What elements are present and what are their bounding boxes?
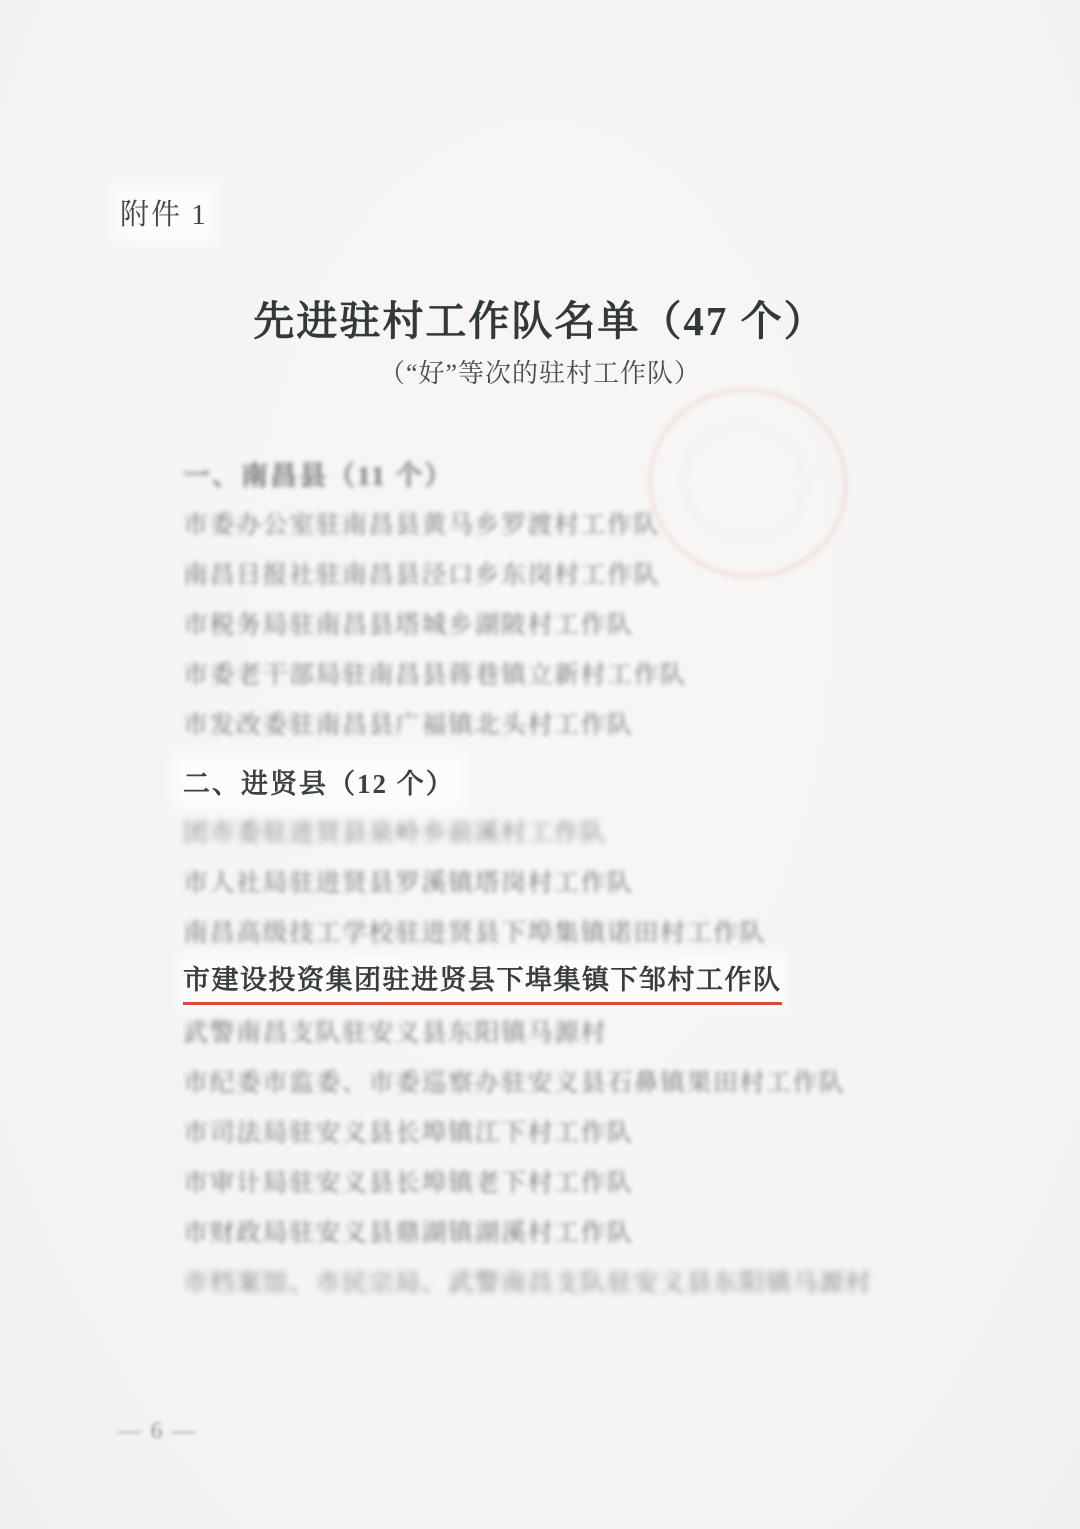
list-item <box>183 856 1013 906</box>
work-team-name: 市委老干部局驻南昌县蒋巷镇立新村工作队 <box>183 662 687 689</box>
work-team-name: 市司法局驻安义县长埠镇江下村工作队 <box>183 1120 634 1147</box>
section-heading-jinxian <box>183 756 1013 806</box>
list-item <box>183 1256 1013 1306</box>
highlighted-work-team-name: 市建设投资集团驻进贤县下埠集镇下邹村工作队 <box>183 958 782 1005</box>
work-team-name: 市委办公室驻南昌县黄马乡罗渡村工作队 <box>183 512 661 539</box>
work-team-name: 武警南昌支队驻安义县东阳镇马源村 <box>183 1020 608 1047</box>
work-team-name: 南昌高级技工学校驻进贤县下埠集镇诺田村工作队 <box>183 920 767 947</box>
list-item <box>183 548 1013 598</box>
work-team-name: 市档案馆、市民宗局、武警南昌支队驻安义县东阳镇马源村 <box>183 1270 873 1297</box>
list-item <box>183 1106 1013 1156</box>
attachment-label: 附件 1 <box>120 192 208 233</box>
document-title: 先进驻村工作队名单（47 个） <box>253 298 827 344</box>
document-subtitle: （“好”等次的驻村工作队） <box>378 359 702 388</box>
work-team-name: 市纪委市监委、市委巡察办驻安义县石鼻镇果田村工作队 <box>183 1070 846 1097</box>
list-item <box>183 598 1013 648</box>
work-team-name: 市发改委驻南昌县广福镇北头村工作队 <box>183 712 634 739</box>
list-item <box>183 698 1013 748</box>
list-item <box>183 906 1013 956</box>
list-item <box>183 1206 1013 1256</box>
list-item <box>183 1006 1013 1056</box>
work-team-name: 市税务局驻南昌县塔城乡湖陂村工作队 <box>183 612 634 639</box>
page-number: — 6 — <box>118 1418 197 1443</box>
work-team-name: 南昌日报社驻南昌县泾口乡东岗村工作队 <box>183 562 661 589</box>
list-item <box>183 498 1013 548</box>
section-heading-label: 二、进贤县（12 个） <box>183 762 455 801</box>
list-item <box>183 806 1013 856</box>
list-item <box>183 648 1013 698</box>
work-team-name: 市财政局驻安义县鼎湖镇湖溪村工作队 <box>183 1220 634 1247</box>
work-team-name: 市人社局驻进贤县罗溪镇塔岗村工作队 <box>183 870 634 897</box>
list-item <box>183 1156 1013 1206</box>
work-team-name: 团市委驻进贤县泉岭乡前溪村工作队 <box>183 820 608 847</box>
list-item-highlighted <box>183 956 1013 1006</box>
section-heading-nanchang <box>183 448 1013 498</box>
section-heading-label: 一、南昌县（11 个） <box>183 460 454 491</box>
list-item <box>183 1056 1013 1106</box>
work-team-name: 市审计局驻安义县长埠镇老下村工作队 <box>183 1170 634 1197</box>
list-content <box>183 448 1013 1306</box>
